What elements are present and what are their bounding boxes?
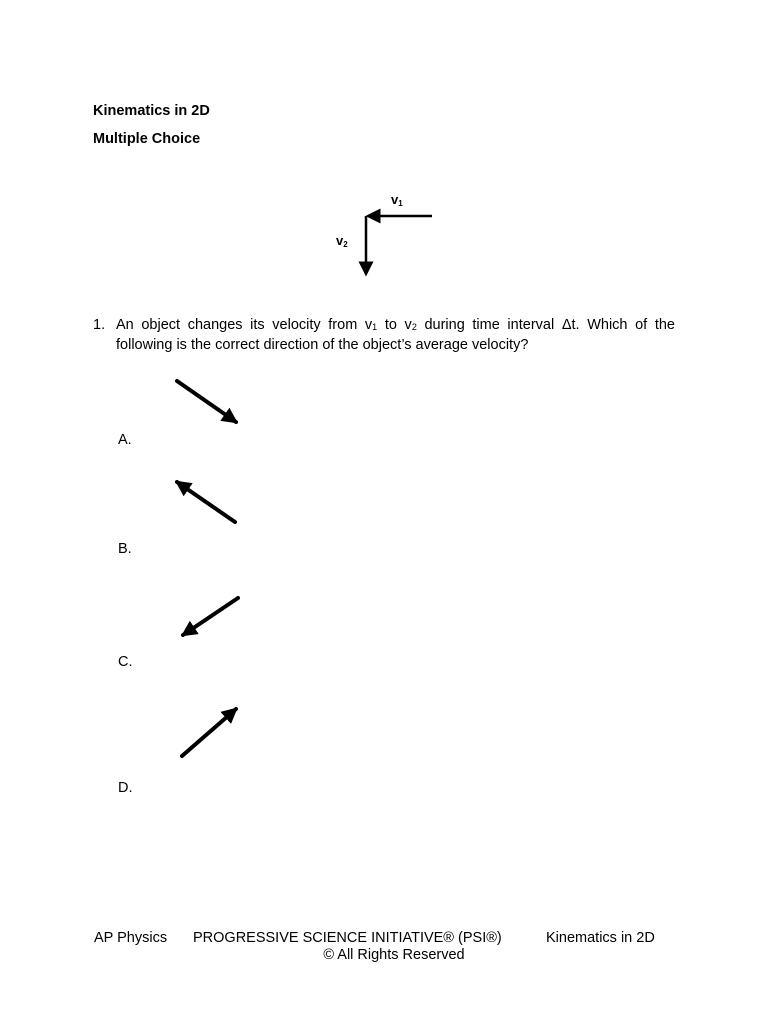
choice-d-arrow (182, 709, 236, 756)
choice-b-arrow (177, 482, 235, 522)
v1-label: v1 (391, 192, 403, 208)
choice-a-arrow (177, 381, 236, 422)
choice-c-arrow (183, 598, 238, 635)
footer-course: AP Physics (94, 930, 168, 946)
choice-d-label[interactable]: D. (118, 780, 133, 796)
choice-b-label[interactable]: B. (118, 541, 132, 557)
choice-a-label[interactable]: A. (118, 432, 132, 448)
choice-c-label[interactable]: C. (118, 654, 133, 670)
footer-topic: Kinematics in 2D (546, 930, 655, 946)
question-1 (93, 316, 675, 354)
section-subtitle: Multiple Choice (93, 131, 201, 147)
footer-copyright: © All Rights Reserved (323, 947, 465, 963)
page-title: Kinematics in 2D (93, 103, 210, 119)
question-text: An object changes its velocity from $v_1$ to $v_2$ during time interval Δt. Which of the following is the correct direction of the object’s average velocity? (116, 317, 675, 353)
v2-label: v2 (336, 233, 348, 249)
footer-organization: PROGRESSIVE SCIENCE INITIATIVE® (PSI®) (193, 930, 502, 946)
question-number: 1. (93, 317, 106, 333)
